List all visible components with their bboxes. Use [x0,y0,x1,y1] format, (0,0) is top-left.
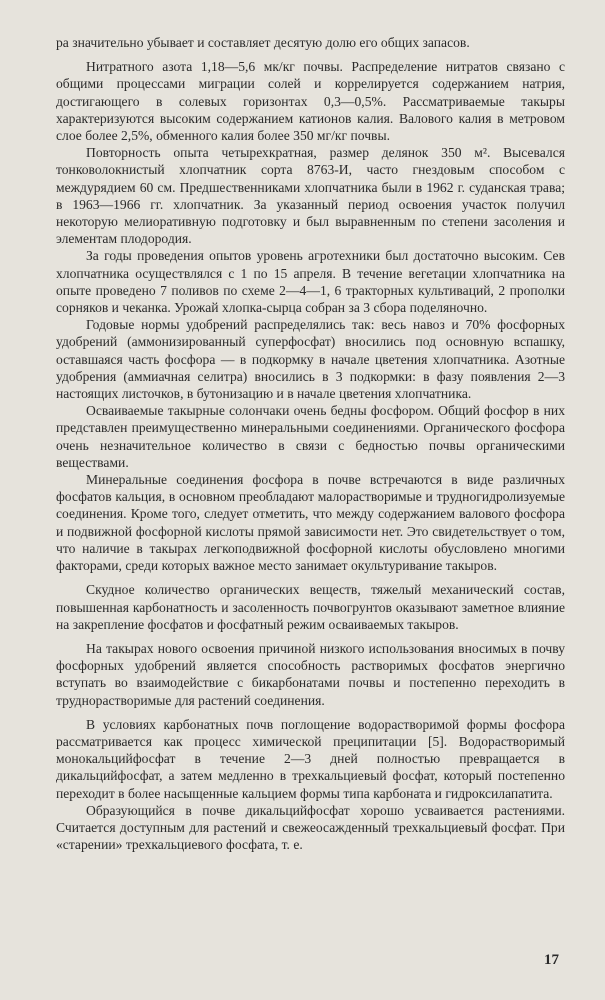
paragraph-7: Минеральные соединения фосфора в почве встречаются в виде различных фосфатов кальция, в основном преобладают малорастворимые и трудногидролизуемые соединения. Кроме того, следует отметить, что между содержанием валового фосфора и подвижной фосфорной кислоты прямой зависимости нет. Это свидетельствует о том, что наличие в такырах легкоподвижной фосфорной кислоты обусловлено многими факторами, среди которых важное место занимает окультуривание такыров. [56,472,565,574]
paragraph-2: Нитратного азота 1,18—5,6 мк/кг почвы. Распределение нитратов связано с общими процессами миграции солей и коррелируется содержанием натрия, достигающего в солевых горизонтах 0,3—0,5%. Рассматриваемые такыры характеризуются высоким содержанием катионов калия. Валового калия в метровом слое более 2,5%, обменного калия более 350 мг/кг почвы. [56,59,565,144]
paragraph-11: Образующийся в почве дикальцийфосфат хорошо усваивается растениями. Считается доступным для растений и свежеосажденный трехкальциевый фосфат. При «старении» трехкальциевого фосфата, т. е. [56,802,565,853]
paragraph-10: В условиях карбонатных почв поглощение водорастворимой формы фосфора рассматривается как процесс химической преципитации [5]. Водорастворимый монокальцийфосфат в течение 2—3 дней полностью превращается в дикальцийфосфат, а затем медленно в трехкальциевый фосфат, который постепенно переходит в более насыщенные кальцием формы типа карбоната и гидроксилапатита. [56,716,565,801]
paragraph-3: Повторность опыта четырехкратная, размер делянок 350 м². Высевался тонковолокнистый хлопчатник сорта 8763-И, часто гнездовым способом с междурядием 60 см. Предшественниками хлопчатника были в 1962 г. суданская трава; в 1963—1966 гг. хлопчатник. За указанный период освоения участок получил некоторую мелиоративную подготовку и был выравненным по степени засоления и элементам плодородия. [56,145,565,247]
paragraph-8: Скудное количество органических веществ, тяжелый механический состав, повышенная карбонатность и засоленность почвогрунтов оказывают заметное влияние на закрепление фосфатов и фосфатный режим осваиваемых такыров. [56,582,565,632]
paragraph-9: На такырах нового освоения причиной низкого использования вносимых в почву фосфорных удобрений является способность растворимых фосфатов энергично вступать во взаимодействие с бикарбонатами почвы и постепенно переходить в труднорастворимые для растений соединения. [56,640,565,708]
paragraph-4: За годы проведения опытов уровень агротехники был достаточно высоким. Сев хлопчатника осуществлялся с 1 по 15 апреля. В течение вегетации хлопчатника на опыте проведено 7 поливов по схеме 2—4—1, 6 тракторных культиваций, 2 прополки сорняков и чеканка. Урожай хлопка-сырца собран за 3 сбора поделяночно. [56,248,565,316]
paragraph-1: ра значительно убывает и составляет десятую долю его общих запасов. [56,35,470,50]
paragraph-5: Годовые нормы удобрений распределялись так: весь навоз и 70% фосфорных удобрений (аммонизированный суперфосфат) вносились под основную вспашку, оставшаяся часть фосфора — в подкормку в начале цветения хлопчатника. Азотные удобрения (аммиачная селитра) вносились в 3 подкормки: в фазу появления 2—3 настоящих листочков, в бутонизацию и в начале цветения хлопчатника. [56,317,565,402]
page-number: 17 [544,952,559,968]
paragraph-6: Осваиваемые такырные солончаки очень бедны фосфором. Общий фосфор в них представлен преимущественно минеральными соединениями. Органического фосфора очень незначительное количество в связи с бедностью почвы органическими веществами. [56,403,565,470]
